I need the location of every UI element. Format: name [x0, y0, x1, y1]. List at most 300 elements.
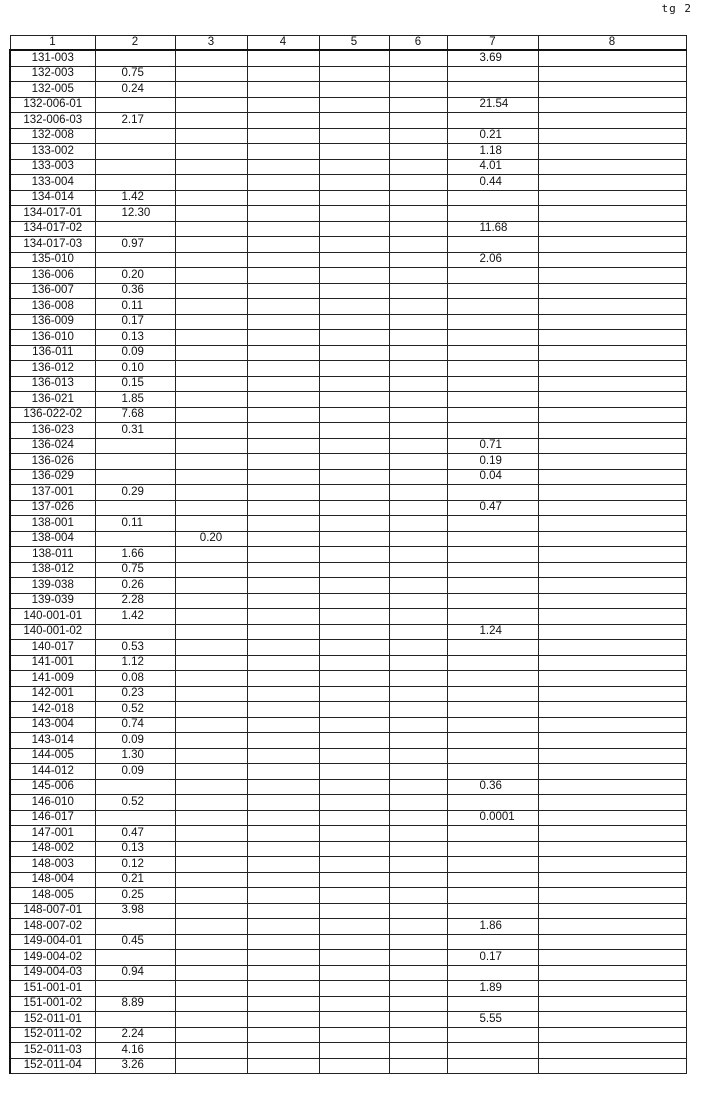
value-cell-col-7	[447, 996, 538, 1012]
value-cell-col-3	[175, 919, 247, 935]
value-cell-col-6	[389, 500, 447, 516]
value-cell-col-5	[319, 144, 389, 160]
value-cell-col-8	[538, 903, 686, 919]
value-cell-col-8	[538, 516, 686, 532]
value-cell-col-2: 0.36	[95, 283, 175, 299]
value-cell-col-5	[319, 996, 389, 1012]
table-row	[10, 578, 686, 594]
value-cell-col-3	[175, 764, 247, 780]
table-row	[10, 221, 686, 237]
table-row	[10, 376, 686, 392]
value-cell-col-2: 1.12	[95, 655, 175, 671]
column-header-7: 7	[447, 36, 538, 51]
value-cell-col-2: 1.42	[95, 190, 175, 206]
parcel-id-cell: 148-005	[10, 888, 95, 904]
parcel-id-cell: 132-006-01	[10, 97, 95, 113]
value-cell-col-2	[95, 779, 175, 795]
value-cell-col-2: 0.53	[95, 640, 175, 656]
value-cell-col-5	[319, 872, 389, 888]
value-cell-col-8	[538, 485, 686, 501]
table-row	[10, 702, 686, 718]
value-cell-col-6	[389, 562, 447, 578]
value-cell-col-6	[389, 268, 447, 284]
value-cell-col-4	[247, 268, 319, 284]
value-cell-col-6	[389, 330, 447, 346]
value-cell-col-8	[538, 268, 686, 284]
value-cell-col-4	[247, 407, 319, 423]
value-cell-col-2	[95, 454, 175, 470]
value-cell-col-5	[319, 128, 389, 144]
value-cell-col-2: 0.47	[95, 826, 175, 842]
value-cell-col-4	[247, 578, 319, 594]
value-cell-col-2: 0.13	[95, 841, 175, 857]
value-cell-col-7	[447, 717, 538, 733]
value-cell-col-7	[447, 392, 538, 408]
value-cell-col-5	[319, 485, 389, 501]
value-cell-col-8	[538, 1058, 686, 1074]
table-row	[10, 330, 686, 346]
value-cell-col-2: 12.30	[95, 206, 175, 222]
value-cell-col-3	[175, 702, 247, 718]
value-cell-col-5	[319, 376, 389, 392]
value-cell-col-8	[538, 996, 686, 1012]
value-cell-col-3	[175, 1043, 247, 1059]
value-cell-col-3	[175, 795, 247, 811]
value-cell-col-7: 1.24	[447, 624, 538, 640]
value-cell-col-5	[319, 578, 389, 594]
value-cell-col-3	[175, 407, 247, 423]
table-row	[10, 407, 686, 423]
value-cell-col-4	[247, 810, 319, 826]
table-row	[10, 128, 686, 144]
parcel-id-cell: 136-011	[10, 345, 95, 361]
parcel-id-cell: 141-001	[10, 655, 95, 671]
value-cell-col-8	[538, 438, 686, 454]
value-cell-col-2	[95, 50, 175, 66]
parcel-id-cell: 138-004	[10, 531, 95, 547]
value-cell-col-3	[175, 392, 247, 408]
value-cell-col-6	[389, 392, 447, 408]
value-cell-col-2: 0.52	[95, 702, 175, 718]
value-cell-col-4	[247, 299, 319, 315]
parcel-id-cell: 147-001	[10, 826, 95, 842]
value-cell-col-3	[175, 624, 247, 640]
value-cell-col-4	[247, 919, 319, 935]
value-cell-col-3	[175, 82, 247, 98]
value-cell-col-5	[319, 1012, 389, 1028]
value-cell-col-3	[175, 485, 247, 501]
parcel-id-cell: 142-001	[10, 686, 95, 702]
parcel-id-cell: 149-004-03	[10, 965, 95, 981]
value-cell-col-2: 0.94	[95, 965, 175, 981]
value-cell-col-4	[247, 438, 319, 454]
value-cell-col-4	[247, 345, 319, 361]
value-cell-col-8	[538, 175, 686, 191]
table-row	[10, 190, 686, 206]
value-cell-col-2: 1.85	[95, 392, 175, 408]
value-cell-col-7: 2.06	[447, 252, 538, 268]
value-cell-col-2: 0.29	[95, 485, 175, 501]
value-cell-col-2: 0.75	[95, 562, 175, 578]
value-cell-col-2: 0.09	[95, 345, 175, 361]
table-row	[10, 903, 686, 919]
value-cell-col-3	[175, 376, 247, 392]
parcel-id-cell: 148-007-02	[10, 919, 95, 935]
value-cell-col-2	[95, 221, 175, 237]
value-cell-col-2: 0.11	[95, 299, 175, 315]
value-cell-col-2	[95, 1012, 175, 1028]
value-cell-col-6	[389, 888, 447, 904]
value-cell-col-4	[247, 950, 319, 966]
value-cell-col-7	[447, 423, 538, 439]
page-number: tg 2	[661, 2, 692, 15]
value-cell-col-7	[447, 655, 538, 671]
value-cell-col-6	[389, 779, 447, 795]
value-cell-col-5	[319, 748, 389, 764]
value-cell-col-5	[319, 469, 389, 485]
value-cell-col-7	[447, 190, 538, 206]
table-row	[10, 888, 686, 904]
value-cell-col-7: 0.44	[447, 175, 538, 191]
table-row	[10, 1058, 686, 1074]
value-cell-col-7	[447, 516, 538, 532]
value-cell-col-6	[389, 1058, 447, 1074]
value-cell-col-2: 0.26	[95, 578, 175, 594]
value-cell-col-8	[538, 702, 686, 718]
value-cell-col-4	[247, 764, 319, 780]
value-cell-col-6	[389, 128, 447, 144]
value-cell-col-7	[447, 376, 538, 392]
value-cell-col-4	[247, 485, 319, 501]
value-cell-col-3	[175, 1012, 247, 1028]
value-cell-col-3	[175, 128, 247, 144]
parcel-id-cell: 142-018	[10, 702, 95, 718]
parcel-id-cell: 133-004	[10, 175, 95, 191]
value-cell-col-4	[247, 748, 319, 764]
parcel-id-cell: 152-011-04	[10, 1058, 95, 1074]
value-cell-col-5	[319, 66, 389, 82]
header-row	[10, 36, 686, 51]
value-cell-col-2: 3.26	[95, 1058, 175, 1074]
value-cell-col-8	[538, 640, 686, 656]
table-row	[10, 593, 686, 609]
value-cell-col-7	[447, 237, 538, 253]
value-cell-col-5	[319, 888, 389, 904]
value-cell-col-3	[175, 221, 247, 237]
value-cell-col-2: 0.21	[95, 872, 175, 888]
value-cell-col-3	[175, 438, 247, 454]
value-cell-col-5	[319, 299, 389, 315]
value-cell-col-4	[247, 531, 319, 547]
value-cell-col-6	[389, 624, 447, 640]
value-cell-col-3	[175, 841, 247, 857]
value-cell-col-4	[247, 779, 319, 795]
value-cell-col-8	[538, 237, 686, 253]
parcel-id-cell: 136-009	[10, 314, 95, 330]
value-cell-col-2: 1.30	[95, 748, 175, 764]
value-cell-col-3	[175, 547, 247, 563]
value-cell-col-8	[538, 919, 686, 935]
value-cell-col-6	[389, 423, 447, 439]
value-cell-col-7	[447, 609, 538, 625]
value-cell-col-5	[319, 624, 389, 640]
value-cell-col-5	[319, 392, 389, 408]
value-cell-col-2	[95, 175, 175, 191]
parcel-id-cell: 136-021	[10, 392, 95, 408]
column-header-4: 4	[247, 36, 319, 51]
value-cell-col-6	[389, 547, 447, 563]
table-row	[10, 82, 686, 98]
value-cell-col-3	[175, 206, 247, 222]
value-cell-col-6	[389, 407, 447, 423]
value-cell-col-6	[389, 903, 447, 919]
value-cell-col-6	[389, 299, 447, 315]
table-row	[10, 950, 686, 966]
value-cell-col-4	[247, 1058, 319, 1074]
table-row	[10, 392, 686, 408]
value-cell-col-5	[319, 206, 389, 222]
value-cell-col-3	[175, 1027, 247, 1043]
parcel-id-cell: 136-022-02	[10, 407, 95, 423]
table-row	[10, 500, 686, 516]
value-cell-col-5	[319, 314, 389, 330]
parcel-id-cell: 140-001-01	[10, 609, 95, 625]
value-cell-col-8	[538, 144, 686, 160]
parcel-id-cell: 138-011	[10, 547, 95, 563]
value-cell-col-7	[447, 485, 538, 501]
value-cell-col-5	[319, 702, 389, 718]
value-cell-col-8	[538, 454, 686, 470]
value-cell-col-6	[389, 175, 447, 191]
value-cell-col-4	[247, 671, 319, 687]
value-cell-col-5	[319, 252, 389, 268]
value-cell-col-7	[447, 1058, 538, 1074]
value-cell-col-7: 5.55	[447, 1012, 538, 1028]
value-cell-col-8	[538, 624, 686, 640]
value-cell-col-4	[247, 237, 319, 253]
value-cell-col-6	[389, 454, 447, 470]
value-cell-col-3	[175, 190, 247, 206]
value-cell-col-3	[175, 299, 247, 315]
parcel-id-cell: 143-014	[10, 733, 95, 749]
value-cell-col-4	[247, 640, 319, 656]
value-cell-col-4	[247, 97, 319, 113]
value-cell-col-7	[447, 531, 538, 547]
value-cell-col-3	[175, 965, 247, 981]
value-cell-col-4	[247, 841, 319, 857]
value-cell-col-3	[175, 113, 247, 129]
value-cell-col-6	[389, 826, 447, 842]
value-cell-col-7	[447, 671, 538, 687]
value-cell-col-7	[447, 206, 538, 222]
value-cell-col-2: 0.25	[95, 888, 175, 904]
value-cell-col-7: 1.18	[447, 144, 538, 160]
value-cell-col-5	[319, 640, 389, 656]
value-cell-col-7	[447, 686, 538, 702]
value-cell-col-8	[538, 934, 686, 950]
value-cell-col-2	[95, 252, 175, 268]
table-row	[10, 345, 686, 361]
value-cell-col-2	[95, 469, 175, 485]
value-cell-col-8	[538, 113, 686, 129]
value-cell-col-7: 0.36	[447, 779, 538, 795]
parcel-id-cell: 151-001-01	[10, 981, 95, 997]
value-cell-col-7: 0.04	[447, 469, 538, 485]
value-cell-col-3	[175, 686, 247, 702]
value-cell-col-8	[538, 578, 686, 594]
table-row	[10, 810, 686, 826]
value-cell-col-7: 0.19	[447, 454, 538, 470]
value-cell-col-6	[389, 1043, 447, 1059]
value-cell-col-8	[538, 686, 686, 702]
table-row	[10, 857, 686, 873]
value-cell-col-4	[247, 128, 319, 144]
value-cell-col-6	[389, 764, 447, 780]
value-cell-col-2: 7.68	[95, 407, 175, 423]
value-cell-col-4	[247, 283, 319, 299]
value-cell-col-4	[247, 1043, 319, 1059]
parcel-id-cell: 144-005	[10, 748, 95, 764]
value-cell-col-7: 11.68	[447, 221, 538, 237]
value-cell-col-5	[319, 950, 389, 966]
parcel-id-cell: 139-039	[10, 593, 95, 609]
value-cell-col-3	[175, 857, 247, 873]
value-cell-col-4	[247, 562, 319, 578]
value-cell-col-6	[389, 221, 447, 237]
value-cell-col-8	[538, 562, 686, 578]
value-cell-col-7	[447, 578, 538, 594]
parcel-id-cell: 144-012	[10, 764, 95, 780]
value-cell-col-8	[538, 330, 686, 346]
value-cell-col-8	[538, 872, 686, 888]
value-cell-col-7	[447, 640, 538, 656]
value-cell-col-4	[247, 500, 319, 516]
value-cell-col-8	[538, 82, 686, 98]
value-cell-col-7: 0.71	[447, 438, 538, 454]
value-cell-col-8	[538, 252, 686, 268]
value-cell-col-4	[247, 206, 319, 222]
value-cell-col-2: 0.08	[95, 671, 175, 687]
value-cell-col-5	[319, 857, 389, 873]
value-cell-col-3	[175, 500, 247, 516]
value-cell-col-6	[389, 159, 447, 175]
value-cell-col-8	[538, 547, 686, 563]
value-cell-col-3	[175, 934, 247, 950]
value-cell-col-7	[447, 903, 538, 919]
value-cell-col-4	[247, 423, 319, 439]
value-cell-col-6	[389, 66, 447, 82]
value-cell-col-7	[447, 314, 538, 330]
value-cell-col-4	[247, 221, 319, 237]
value-cell-col-8	[538, 593, 686, 609]
value-cell-col-4	[247, 872, 319, 888]
value-cell-col-5	[319, 516, 389, 532]
value-cell-col-3	[175, 144, 247, 160]
value-cell-col-4	[247, 376, 319, 392]
table-row	[10, 144, 686, 160]
value-cell-col-3	[175, 748, 247, 764]
column-header-5: 5	[319, 36, 389, 51]
value-cell-col-3	[175, 330, 247, 346]
value-cell-col-5	[319, 547, 389, 563]
parcel-id-cell: 137-001	[10, 485, 95, 501]
value-cell-col-6	[389, 857, 447, 873]
value-cell-col-2: 0.74	[95, 717, 175, 733]
value-cell-col-7: 1.89	[447, 981, 538, 997]
value-cell-col-8	[538, 888, 686, 904]
value-cell-col-5	[319, 361, 389, 377]
value-cell-col-4	[247, 190, 319, 206]
value-cell-col-3	[175, 252, 247, 268]
value-cell-col-6	[389, 82, 447, 98]
value-cell-col-6	[389, 1012, 447, 1028]
value-cell-col-3	[175, 872, 247, 888]
parcel-id-cell: 136-024	[10, 438, 95, 454]
value-cell-col-2	[95, 981, 175, 997]
value-cell-col-2: 8.89	[95, 996, 175, 1012]
value-cell-col-8	[538, 857, 686, 873]
value-cell-col-3	[175, 609, 247, 625]
parcel-id-cell: 136-026	[10, 454, 95, 470]
table-row	[10, 454, 686, 470]
parcel-id-cell: 138-012	[10, 562, 95, 578]
value-cell-col-4	[247, 547, 319, 563]
value-cell-col-3	[175, 159, 247, 175]
table-row	[10, 671, 686, 687]
value-cell-col-3	[175, 97, 247, 113]
parcel-id-cell: 148-003	[10, 857, 95, 873]
value-cell-col-7	[447, 965, 538, 981]
value-cell-col-4	[247, 66, 319, 82]
value-cell-col-4	[247, 702, 319, 718]
value-cell-col-8	[538, 221, 686, 237]
value-cell-col-3	[175, 283, 247, 299]
value-cell-col-5	[319, 454, 389, 470]
value-cell-col-6	[389, 469, 447, 485]
value-cell-col-4	[247, 903, 319, 919]
value-cell-col-2: 1.66	[95, 547, 175, 563]
table-row	[10, 686, 686, 702]
value-cell-col-8	[538, 810, 686, 826]
value-cell-col-8	[538, 283, 686, 299]
value-cell-col-5	[319, 50, 389, 66]
value-cell-col-5	[319, 826, 389, 842]
value-cell-col-7: 0.17	[447, 950, 538, 966]
parcel-id-cell: 143-004	[10, 717, 95, 733]
parcel-id-cell: 152-011-02	[10, 1027, 95, 1043]
value-cell-col-2: 0.13	[95, 330, 175, 346]
value-cell-col-6	[389, 872, 447, 888]
table-row	[10, 795, 686, 811]
value-cell-col-5	[319, 330, 389, 346]
value-cell-col-6	[389, 438, 447, 454]
value-cell-col-5	[319, 97, 389, 113]
value-cell-col-4	[247, 857, 319, 873]
value-cell-col-4	[247, 717, 319, 733]
parcel-id-cell: 141-009	[10, 671, 95, 687]
value-cell-col-5	[319, 407, 389, 423]
value-cell-col-3	[175, 361, 247, 377]
table-row	[10, 965, 686, 981]
value-cell-col-5	[319, 686, 389, 702]
table-row	[10, 206, 686, 222]
value-cell-col-8	[538, 609, 686, 625]
value-cell-col-4	[247, 175, 319, 191]
table-row	[10, 779, 686, 795]
value-cell-col-8	[538, 748, 686, 764]
value-cell-col-4	[247, 330, 319, 346]
table-row	[10, 283, 686, 299]
